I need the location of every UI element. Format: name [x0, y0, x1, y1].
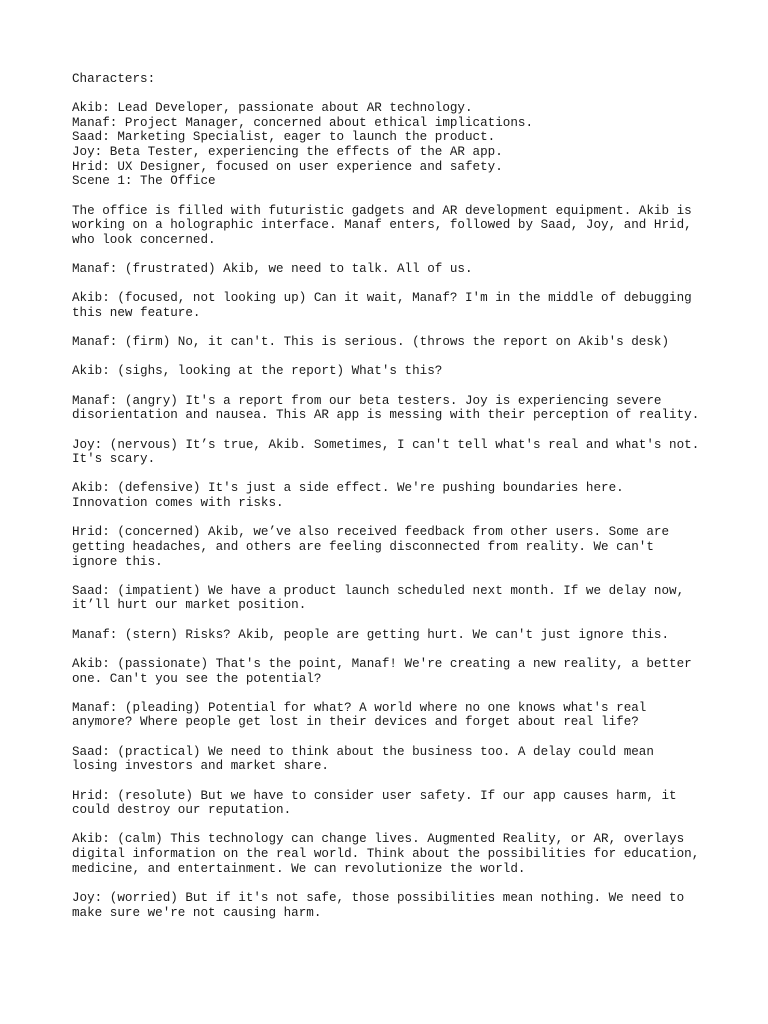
script-paragraph: [72, 701, 722, 730]
script-paragraph: [72, 789, 722, 818]
script-line: anymore? Where people get lost in their devices and forget about real life?: [72, 715, 639, 730]
script-line: Akib: (calm) This technology can change lives. Augmented Reality, or AR, overlays: [72, 832, 685, 847]
script-line: Hrid: (resolute) But we have to consider user safety. If our app causes harm, it: [72, 788, 677, 803]
script-line: digital information on the real world. Think about the possibilities for education,: [72, 847, 700, 862]
script-line: disorientation and nausea. This AR app is messing with their perception of reality.: [72, 408, 700, 423]
script-line: It's scary.: [72, 452, 156, 467]
script-line: Manaf: (pleading) Potential for what? A world where no one knows what's real: [72, 700, 647, 715]
script-line: Akib: (focused, not looking up) Can it wait, Manaf? I'm in the middle of debugging: [72, 291, 692, 306]
script-paragraph: [72, 394, 722, 423]
script-paragraph: [72, 628, 722, 643]
characters-header: Characters:: [72, 72, 156, 86]
script-line: it’ll hurt our market position.: [72, 598, 307, 613]
script-line: ignore this.: [72, 554, 163, 569]
script-paragraph: [72, 745, 722, 774]
cast-item: Saad: Marketing Specialist, eager to launch the product.: [72, 130, 496, 145]
script-paragraph: [72, 262, 722, 277]
script-line: Joy: (nervous) It’s true, Akib. Sometimes, I can't tell what's real and what's not.: [72, 437, 700, 452]
script-paragraph: [72, 204, 722, 248]
document-page: [72, 72, 722, 935]
cast-item: Hrid: UX Designer, focused on user experience and safety.: [72, 159, 503, 174]
script-line: Saad: (impatient) We have a product launch scheduled next month. If we delay now,: [72, 583, 685, 598]
script-paragraph: [72, 335, 722, 350]
script-line: Manaf: (angry) It's a report from our beta testers. Joy is experiencing severe: [72, 393, 662, 408]
script-line: Akib: (defensive) It's just a side effect. We're pushing boundaries here.: [72, 481, 624, 496]
script-line: one. Can't you see the potential?: [72, 671, 322, 686]
script-line: Joy: (worried) But if it's not safe, those possibilities mean nothing. We need to: [72, 890, 685, 905]
script-line: who look concerned.: [72, 232, 216, 247]
script-line: medicine, and entertainment. We can revolutionize the world.: [72, 861, 526, 876]
cast-item: Akib: Lead Developer, passionate about AR technology.: [72, 101, 473, 116]
script-line: Akib: (passionate) That's the point, Manaf! We're creating a new reality, a better: [72, 656, 692, 671]
script-paragraph: [72, 657, 722, 686]
script-paragraph: [72, 832, 722, 876]
script-paragraph: [72, 525, 722, 569]
script-line: Hrid: (concerned) Akib, we’ve also received feedback from other users. Some are: [72, 525, 670, 540]
cast-list: [72, 101, 722, 189]
script-line: Saad: (practical) We need to think about the business too. A delay could mean: [72, 744, 654, 759]
cast-item: Joy: Beta Tester, experiencing the effects of the AR app.: [72, 145, 503, 160]
script-line: Manaf: (firm) No, it can't. This is serious. (throws the report on Akib's desk): [72, 335, 670, 350]
script-paragraph: [72, 891, 722, 920]
script-line: could destroy our reputation.: [72, 803, 292, 818]
script-line: make sure we're not causing harm.: [72, 905, 322, 920]
script-line: this new feature.: [72, 305, 201, 320]
script-paragraph: [72, 438, 722, 467]
script-line: getting headaches, and others are feeling disconnected from reality. We can't: [72, 539, 654, 554]
script-paragraph: [72, 364, 722, 379]
script-body: [72, 204, 722, 921]
cast-item: Manaf: Project Manager, concerned about ethical implications.: [72, 115, 534, 130]
scene-heading: Scene 1: The Office: [72, 174, 216, 189]
script-paragraph: [72, 291, 722, 320]
script-line: Innovation comes with risks.: [72, 496, 284, 511]
script-line: Manaf: (frustrated) Akib, we need to talk. All of us.: [72, 262, 473, 276]
script-paragraph: [72, 584, 722, 613]
script-line: Manaf: (stern) Risks? Akib, people are getting hurt. We can't just ignore this.: [72, 627, 670, 642]
script-paragraph: [72, 481, 722, 510]
script-line: The office is filled with futuristic gadgets and AR development equipment. Akib is: [72, 203, 692, 218]
characters-header-block: [72, 72, 722, 87]
script-line: working on a holographic interface. Manaf enters, followed by Saad, Joy, and Hrid,: [72, 218, 692, 233]
script-line: losing investors and market share.: [72, 759, 329, 774]
script-line: Akib: (sighs, looking at the report) What's this?: [72, 364, 443, 379]
